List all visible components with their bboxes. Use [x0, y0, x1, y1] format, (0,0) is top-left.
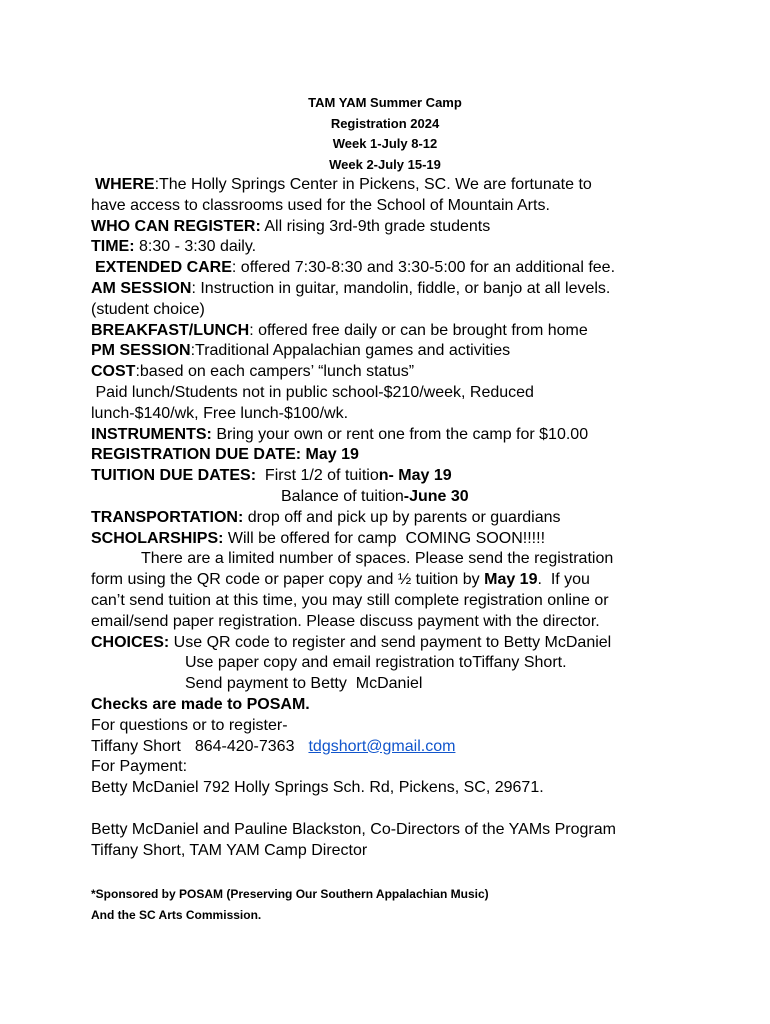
transportation-line [91, 508, 761, 529]
time-label: TIME: [91, 238, 135, 256]
meals-label: BREAKFAST/LUNCH [91, 321, 250, 339]
choices-text-1: Use QR code to register and send payment to Betty McDaniel [169, 633, 612, 651]
extended-care-label: EXTENDED CARE [95, 259, 232, 277]
camp-title: TAM YAM Summer Camp [308, 95, 462, 110]
pm-session-line [91, 341, 761, 362]
sponsor-line-1: *Sponsored by POSAM (Preserving Our Southern Appalachian Music) [91, 887, 489, 901]
checks-text: Checks are made to POSAM. [91, 695, 310, 713]
tuition-first-text: First 1/2 of tuitio [256, 467, 379, 485]
cost-label: COST [91, 363, 136, 381]
who-line [91, 217, 761, 238]
notice-line-2-text: form using the QR code or paper copy and ½ tuition by [91, 571, 485, 589]
contact-phone: 864-420-7363 [194, 737, 295, 755]
questions-line: For questions or to register- [91, 716, 288, 734]
pm-session-text: :Traditional Appalachian games and activities [190, 342, 511, 360]
instruments-text: Bring your own or rent one from the camp for $10.00 [211, 425, 589, 443]
am-session-text: : Instruction in guitar, mandolin, fiddle, or banjo at all levels. [191, 279, 611, 297]
registration-due-label: REGISTRATION DUE DATE: May 19 [91, 446, 359, 464]
contact-email-link[interactable]: tdgshort@gmail.com [308, 737, 456, 755]
am-session-label: AM SESSION [91, 279, 192, 297]
where-text: :The Holly Springs Center in Pickens, SC. We are fortunate to [154, 176, 592, 193]
scholarships-text: Will be offered for camp COMING SOON!!!!! [223, 529, 546, 547]
spacer [91, 799, 761, 820]
transportation-label: TRANSPORTATION: [91, 508, 244, 526]
tuition-due-label: TUITION DUE DATES: [91, 467, 257, 485]
directors-line-2: Tiffany Short, TAM YAM Camp Director [91, 841, 368, 859]
tuition-balance-line [91, 487, 761, 508]
sponsor-line-2: And the SC Arts Commission. [91, 907, 262, 922]
am-session-line [91, 279, 761, 300]
notice-line-4: email/send paper registration. Please discuss payment with the director. [91, 612, 600, 630]
transportation-text: drop off and pick up by parents or guardians [243, 508, 561, 526]
notice-line-3: can’t send tuition at this time, you may still complete registration online or [91, 591, 609, 609]
meals-text: : offered free daily or can be brought from home [249, 321, 588, 339]
instruments-line [91, 425, 761, 446]
time-text: 8:30 - 3:30 daily. [134, 238, 257, 256]
cost-line-2: Paid lunch/Students not in public school-$210/week, Reduced [91, 383, 534, 401]
choices-line-2: Use paper copy and email registration toTiffany Short. [185, 654, 567, 672]
cost-line-3: lunch-$140/wk, Free lunch-$100/wk. [91, 404, 349, 422]
scholarships-label: SCHOLARSHIPS: [91, 529, 224, 547]
choices-label: CHOICES: [91, 633, 170, 651]
registration-due-line [91, 445, 761, 466]
checks-line [91, 695, 761, 716]
contact-line [91, 737, 761, 758]
document-body [91, 175, 761, 861]
instruments-label: INSTRUMENTS: [91, 425, 212, 443]
am-session-line-2: (student choice) [91, 300, 205, 318]
choices-line [91, 633, 761, 654]
payment-address-line: Betty McDaniel 792 Holly Springs Sch. Rd, Pickens, SC, 29671. [91, 779, 544, 797]
tuition-balance-text: Balance of tuition [281, 487, 404, 505]
where-line [91, 175, 761, 196]
scholarships-line [91, 529, 761, 550]
tuition-due-line [91, 466, 761, 487]
extended-care-text: : offered 7:30-8:30 and 3:30-5:00 for an additional fee. [231, 259, 616, 277]
pm-session-label: PM SESSION [91, 342, 191, 360]
meals-line [91, 321, 761, 342]
extended-care-line [91, 258, 761, 279]
week-2-dates: Week 2-July 15-19 [329, 156, 441, 172]
registration-year: Registration 2024 [330, 115, 440, 131]
sponsor-footer [91, 884, 691, 925]
notice-line-2 [91, 570, 761, 591]
document-header [0, 93, 770, 175]
where-line-2: have access to classrooms used for the School of Mountain Arts. [91, 196, 550, 214]
tuition-first-date: n- May 19 [378, 467, 452, 485]
notice-line-2-end: . If you [537, 571, 590, 589]
time-line [91, 237, 761, 258]
choices-line-3: Send payment to Betty McDaniel [185, 675, 423, 693]
notice-line-1: There are a limited number of spaces. Please send the registration [141, 550, 614, 568]
who-label: WHO CAN REGISTER: [91, 217, 261, 235]
directors-line-1: Betty McDaniel and Pauline Blackston, Co-Directors of the YAMs Program [91, 820, 616, 838]
where-label: WHERE [95, 176, 155, 193]
cost-line [91, 362, 761, 383]
week-1-dates: Week 1-July 8-12 [332, 136, 438, 151]
tuition-balance-date: -June 30 [403, 487, 469, 505]
contact-name: Tiffany Short [91, 737, 181, 755]
cost-text: :based on each campers’ “lunch status” [135, 363, 415, 381]
payment-label-line: For Payment: [91, 758, 188, 776]
who-text: All rising 3rd-9th grade students [260, 217, 491, 235]
notice-due-date: May 19 [484, 571, 538, 589]
